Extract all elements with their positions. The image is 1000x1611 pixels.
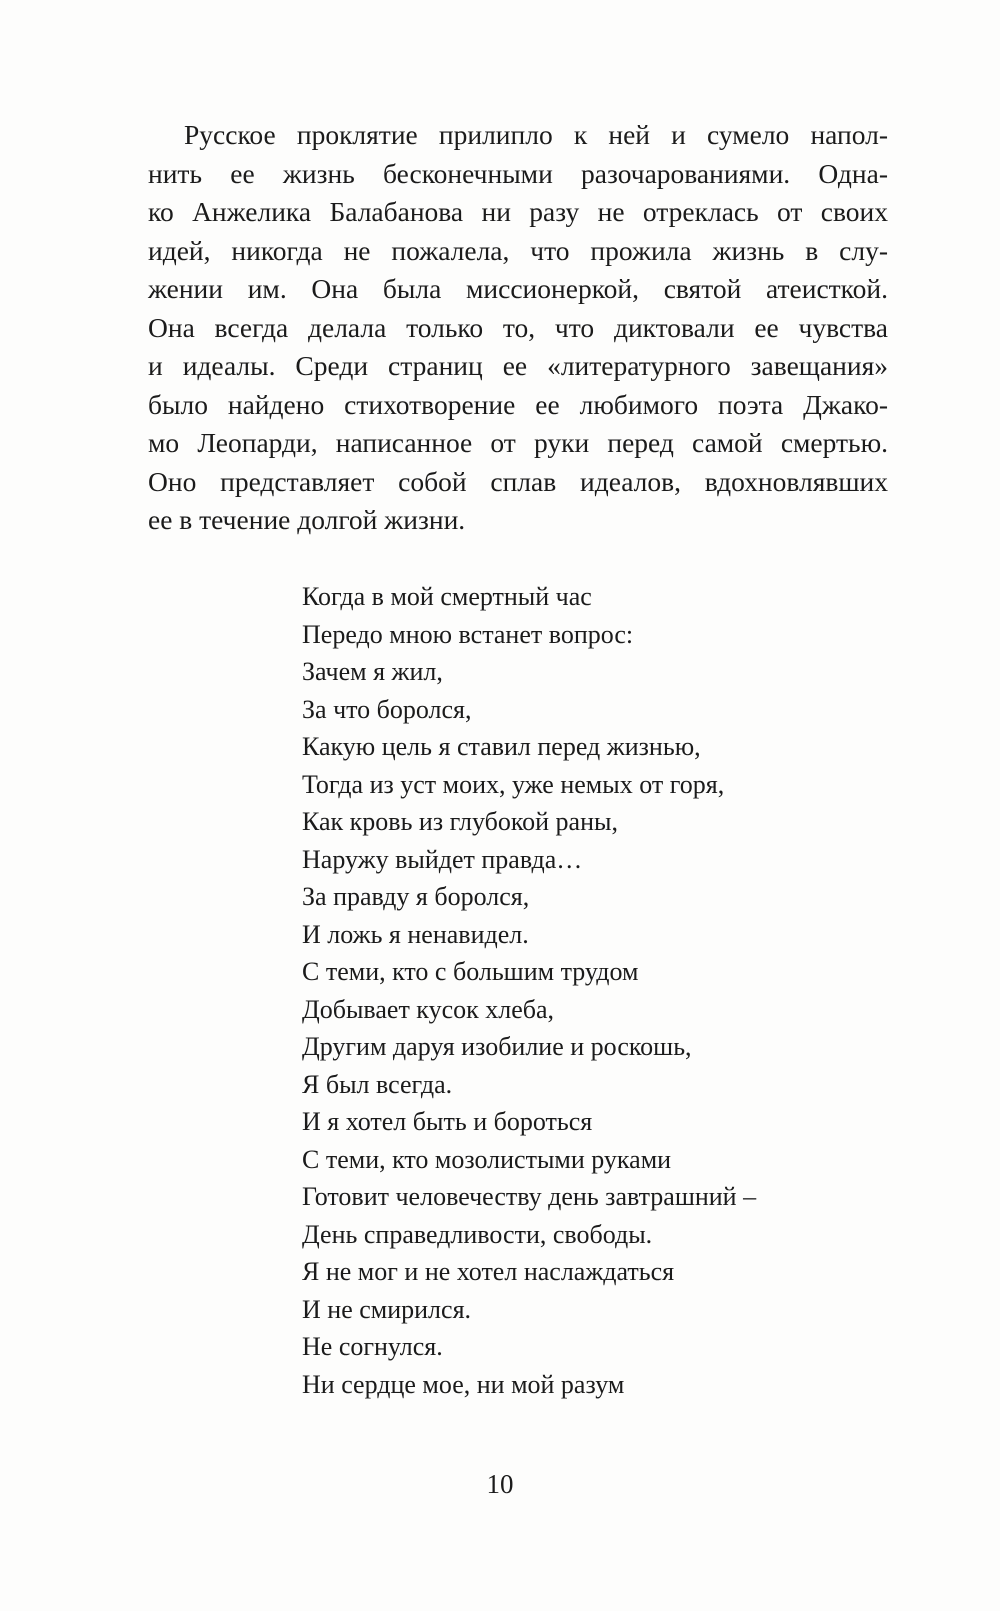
poem-verse: [302, 578, 862, 1403]
poem-line: И не смирился.: [302, 1294, 472, 1324]
poem-line: Я был всегда.: [302, 1069, 453, 1099]
poem-line: За правду я боролся,: [302, 882, 530, 911]
poem-line: Готовит человечеству день завтрашний –: [302, 1182, 757, 1211]
prose-line: мо Леопарди, написанное от руки перед самой смертью.: [148, 427, 888, 458]
prose-paragraph: [148, 116, 888, 540]
poem-line: Передо мною встанет вопрос:: [302, 619, 634, 649]
page-number: 10: [486, 1469, 514, 1499]
poem-line: Какую цель я ставил перед жизнью,: [302, 732, 701, 761]
prose-line: было найдено стихотворение ее любимого поэта Джако-: [148, 388, 888, 420]
poem-line: Добывает кусок хлеба,: [302, 994, 555, 1024]
poem-line: И я хотел быть и бороться: [302, 1107, 593, 1136]
poem-line: И ложь я ненавидел.: [302, 919, 529, 949]
prose-line: идей, никогда не пожалела, что прожила жизнь в слу-: [148, 234, 888, 266]
prose-line: ее в течение долгой жизни.: [148, 504, 466, 535]
poem-line: Не согнулся.: [302, 1332, 443, 1361]
poem-line: За что боролся,: [302, 694, 472, 724]
prose-line: Русское проклятие прилипло к ней и сумело напол-: [184, 119, 888, 150]
poem-line: Ни сердце мое, ни мой разум: [302, 1369, 625, 1399]
prose-line: Оно представляет собой сплав идеалов, вдохновлявших: [148, 465, 888, 497]
prose-line: и идеалы. Среди страниц ее «литературного завещания»: [148, 350, 888, 381]
poem-line: С теми, кто с большим трудом: [302, 957, 639, 986]
poem-line: Когда в мой смертный час: [302, 582, 592, 611]
poem-line: Я не мог и не хотел наслаждаться: [302, 1257, 675, 1286]
poem-line: Наружу выйдет правда…: [302, 844, 583, 874]
prose-line: ко Анжелика Балабанова ни разу не отреклась от своих: [148, 196, 888, 227]
poem-line: День справедливости, свободы.: [302, 1219, 653, 1249]
poem-line: Другим даруя изобилие и роскошь,: [302, 1032, 692, 1061]
poem-line: Как кровь из глубокой раны,: [302, 807, 618, 836]
poem-line: Тогда из уст моих, уже немых от горя,: [302, 769, 725, 799]
poem-line: С теми, кто мозолистыми руками: [302, 1144, 672, 1174]
prose-line: Она всегда делала только то, что диктовали ее чувства: [148, 311, 888, 343]
prose-line: жении им. Она была миссионеркой, святой атеисткой.: [148, 273, 888, 304]
prose-line: нить ее жизнь бесконечными разочарованиями. Одна-: [148, 157, 888, 189]
poem-line: Зачем я жил,: [302, 657, 443, 686]
